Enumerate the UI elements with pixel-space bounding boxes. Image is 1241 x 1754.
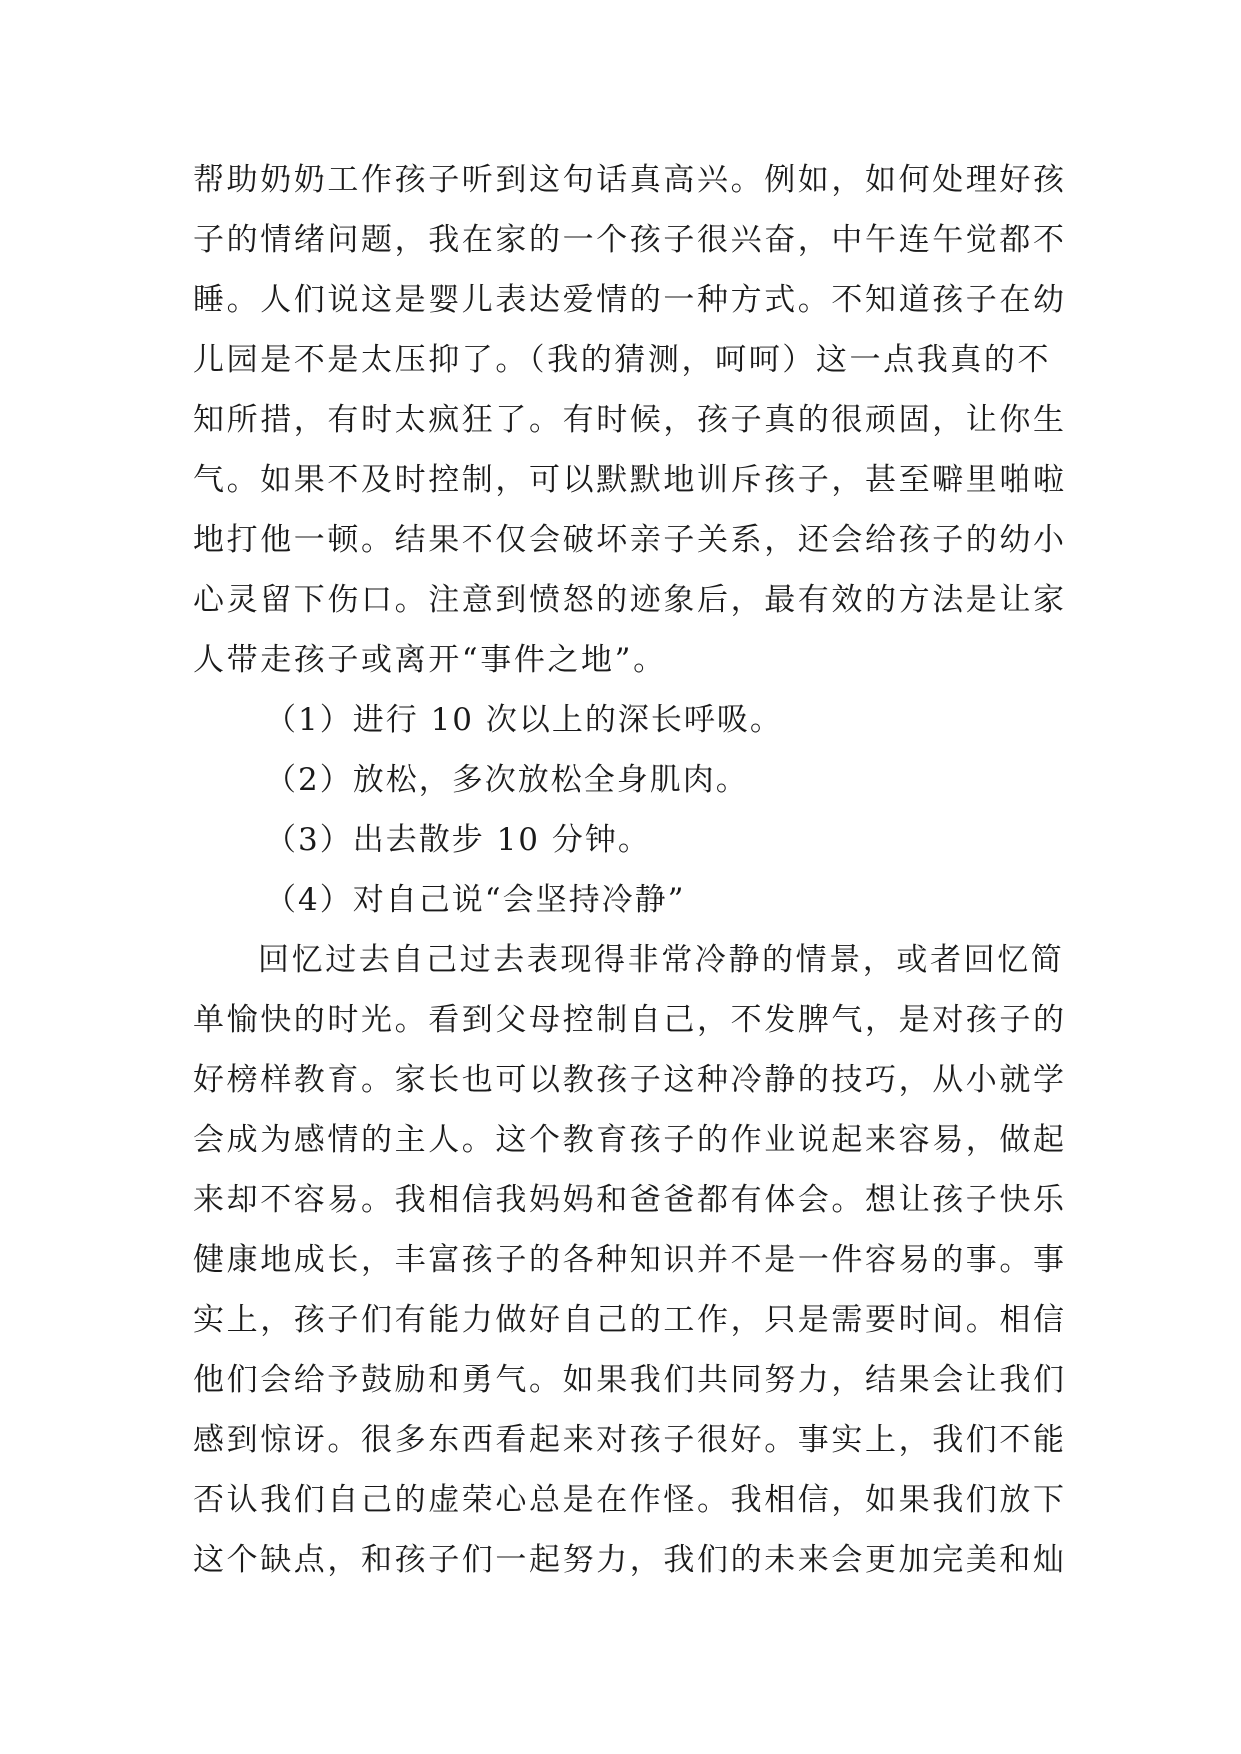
paragraph-line: 这个缺点，和孩子们一起努力，我们的未来会更加完美和灿 bbox=[193, 1542, 1067, 1578]
paragraph-line: 会成为感情的主人。这个教育孩子的作业说起来容易，做起 bbox=[193, 1122, 1067, 1158]
list-item: （1）进行 10 次以上的深长呼吸。 bbox=[265, 702, 783, 738]
paragraph-line: 单愉快的时光。看到父母控制自己，不发脾气，是对孩子的 bbox=[193, 1002, 1067, 1038]
paragraph-line: 睡。人们说这是婴儿表达爱情的一种方式。不知道孩子在幼 bbox=[193, 282, 1067, 318]
paragraph-line: 感到惊讶。很多东西看起来对孩子很好。事实上，我们不能 bbox=[193, 1422, 1067, 1458]
paragraph-line: 帮助奶奶工作孩子听到这句话真高兴。例如，如何处理好孩 bbox=[193, 162, 1067, 198]
paragraph-line: 心灵留下伤口。注意到愤怒的迹象后，最有效的方法是让家 bbox=[193, 582, 1067, 618]
paragraph-line: 子的情绪问题，我在家的一个孩子很兴奋，中午连午觉都不 bbox=[193, 222, 1067, 258]
list-item: （3）出去散步 10 分钟。 bbox=[265, 822, 651, 858]
paragraph-line: 好榜样教育。家长也可以教孩子这种冷静的技巧，从小就学 bbox=[193, 1062, 1067, 1098]
paragraph-line: 他们会给予鼓励和勇气。如果我们共同努力，结果会让我们 bbox=[193, 1362, 1067, 1398]
paragraph-line: 知所措，有时太疯狂了。有时候，孩子真的很顽固，让你生 bbox=[193, 402, 1067, 438]
paragraph-line: 实上，孩子们有能力做好自己的工作，只是需要时间。相信 bbox=[193, 1302, 1067, 1338]
paragraph-line: 地打他一顿。结果不仅会破坏亲子关系，还会给孩子的幼小 bbox=[193, 522, 1067, 558]
paragraph-line: 健康地成长，丰富孩子的各种知识并不是一件容易的事。事 bbox=[193, 1242, 1067, 1278]
paragraph-first-line: 回忆过去自己过去表现得非常冷静的情景，或者回忆简 bbox=[258, 942, 1065, 978]
paragraph-line: 人带走孩子或离开“事件之地”。 bbox=[193, 642, 667, 678]
paragraph-line: 气。如果不及时控制，可以默默地训斥孩子，甚至噼里啪啦 bbox=[193, 462, 1067, 498]
paragraph-line: 儿园是不是太压抑了。（我的猜测，呵呵）这一点我真的不 bbox=[193, 342, 1052, 378]
list-item: （2）放松，多次放松全身肌肉。 bbox=[265, 762, 749, 798]
paragraph-line: 否认我们自己的虚荣心总是在作怪。我相信，如果我们放下 bbox=[193, 1482, 1067, 1518]
paragraph-line: 来却不容易。我相信我妈妈和爸爸都有体会。想让孩子快乐 bbox=[193, 1182, 1067, 1218]
list-item: （4）对自己说“会坚持冷静” bbox=[265, 882, 686, 918]
